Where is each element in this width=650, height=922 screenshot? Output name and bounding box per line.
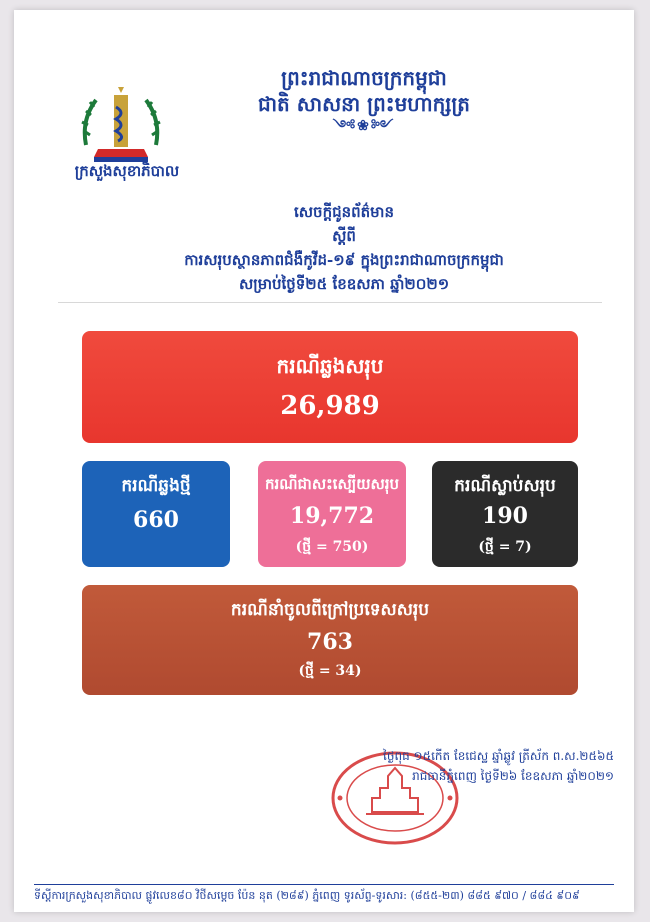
kingdom-motto xyxy=(214,65,514,135)
imported-label: ករណីនាំចូលពីក្រៅប្រទេសសរុប xyxy=(230,600,430,620)
ministry-name: ក្រសួងសុខាភិបាល xyxy=(74,162,180,180)
date-location xyxy=(344,746,614,786)
document-title xyxy=(134,200,554,296)
title-line-1: សេចក្តីជូនព័ត៌មាន xyxy=(294,203,394,221)
kingdom-name: ព្រះរាជាណាចក្រកម្ពុជា xyxy=(281,66,447,90)
recovered-value: 19,772 xyxy=(289,503,375,529)
gregorian-date: រាជធានីភ្នំពេញ ថ្ងៃទី២៦ ខែឧសភា ឆ្នាំ២០២១ xyxy=(412,769,614,783)
title-line-4: សម្រាប់ថ្ងៃទី២៥ ខែឧសភា ឆ្នាំ២០២១ xyxy=(238,275,450,293)
recovered-card xyxy=(258,461,406,567)
new-cases-value: 660 xyxy=(133,507,179,533)
ministry-logo-icon xyxy=(76,85,166,165)
national-motto: ជាតិ សាសនា ព្រះមហាក្សត្រ xyxy=(258,92,470,116)
deaths-value: 190 xyxy=(482,503,528,529)
letterhead xyxy=(14,10,634,310)
footer-address: ទីស្តីការក្រសួងសុខាភិបាល ផ្លូវលេខ៨០ វិថីសម្តេច ប៉ែន នុត (២៨៩) ភ្នំពេញ ទូរស័ព្ទ-ទូរសារ: (៨៥៥-២៣) ៨៨៥ ៩៧០ / ៨៨៤ ៩០៩ xyxy=(34,884,614,905)
imported-cases-card xyxy=(82,585,578,695)
deaths-new: (ថ្មី = 7) xyxy=(478,539,532,555)
new-cases-label: ករណីឆ្លងថ្មី xyxy=(121,476,191,496)
statistics-panel xyxy=(58,302,602,713)
total-cases-card xyxy=(82,331,578,443)
press-release-page xyxy=(14,10,634,912)
recovered-label: ករណីជាសះស្បើយសរុប xyxy=(264,475,400,493)
total-cases-value: 26,989 xyxy=(280,391,380,421)
lunar-date: ថ្ងៃពុធ ១៥កើត ខែជេស្ឋ ឆ្នាំឆ្លូវ ត្រីស័ក ព.ស.២៥៦៥ xyxy=(383,749,614,763)
title-line-3: ការសរុបស្ថានភាពជំងឺកូវីដ-១៩ ក្នុងព្រះរាជាណាចក្រកម្ពុជា xyxy=(184,251,504,269)
recovered-new: (ថ្មី = 750) xyxy=(295,539,369,555)
deaths-card xyxy=(432,461,578,567)
new-cases-card xyxy=(82,461,230,567)
title-line-2: ស្តីពី xyxy=(332,227,356,245)
ornament-divider: ༺❀༻ xyxy=(332,118,396,134)
deaths-label: ករណីស្លាប់សរុប xyxy=(454,476,556,496)
imported-new: (ថ្មី = 34) xyxy=(298,663,362,679)
total-cases-label: ករណីឆ្លងសរុប xyxy=(276,354,384,378)
imported-value: 763 xyxy=(307,629,353,655)
